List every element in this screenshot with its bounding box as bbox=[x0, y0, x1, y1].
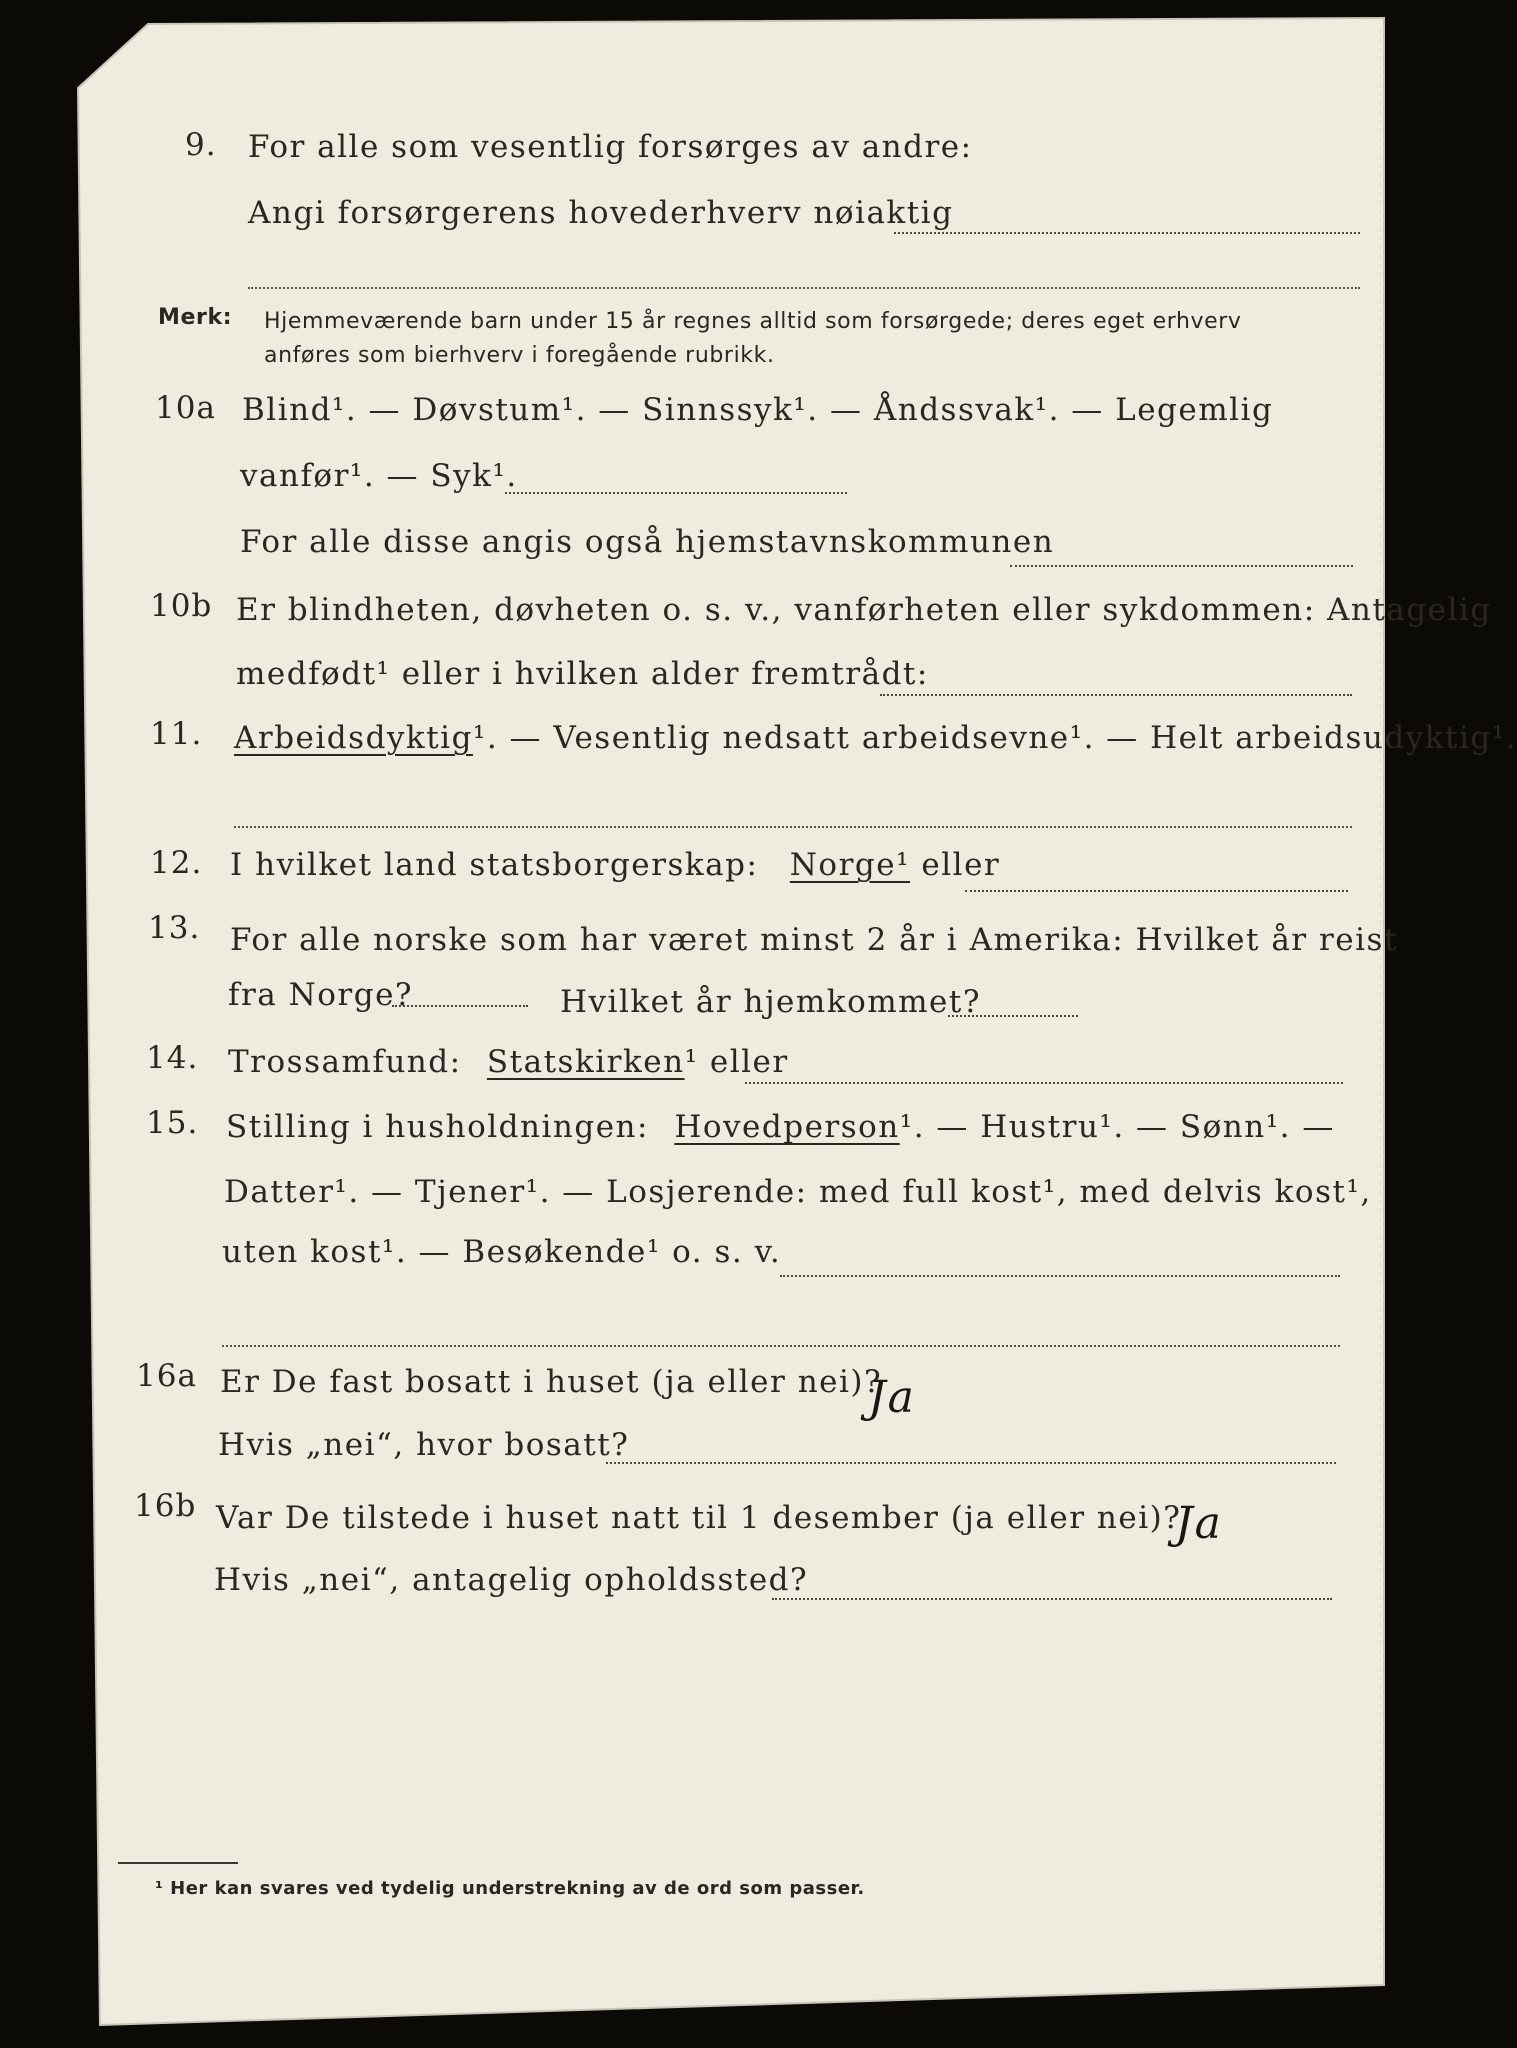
q9-answer-line-2[interactable] bbox=[248, 287, 1360, 289]
q11-number: 11. bbox=[150, 716, 203, 752]
q14-pre: Trossamfund: bbox=[228, 1044, 462, 1080]
q13-reist-line[interactable] bbox=[392, 1005, 528, 1007]
q10a-number: 10a bbox=[155, 390, 216, 426]
q9-number: 9. bbox=[185, 127, 217, 163]
q9-line1: For alle som vesentlig forsørges av andre: bbox=[248, 129, 973, 165]
q16b-opholdssted-line[interactable] bbox=[772, 1598, 1332, 1600]
q11-rest: ¹. — Vesentlig nedsatt arbeidsevne¹. — Helt arbeidsudyktig¹. bbox=[472, 720, 1517, 756]
merk-label: Merk: bbox=[158, 305, 233, 330]
q15-answer-line-2[interactable] bbox=[222, 1345, 1340, 1347]
merk-line1: Hjemmeværende barn under 15 år regnes alltid som forsørgede; deres eget erhverv bbox=[264, 309, 1242, 334]
merk-line2: anføres som bierhverv i foregående rubrikk. bbox=[264, 343, 775, 368]
q10b-line2: medfødt¹ eller i hvilken alder fremtrådt: bbox=[236, 656, 929, 692]
q10a-kommune-line[interactable] bbox=[1010, 565, 1353, 567]
q12-line bbox=[230, 845, 1000, 885]
q13-hjemkommet-line[interactable] bbox=[948, 1015, 1078, 1017]
q15-answer-line[interactable] bbox=[780, 1275, 1340, 1277]
q14-line bbox=[228, 1042, 789, 1082]
q16a-bosatt-line[interactable] bbox=[606, 1462, 1336, 1464]
q10b-line1: Er blindheten, døvheten o. s. v., vanførheten eller sykdommen: Antagelig bbox=[236, 592, 1492, 628]
q16b-number: 16b bbox=[134, 1488, 197, 1524]
q10b-answer-line[interactable] bbox=[880, 694, 1352, 696]
footnote: ¹ Her kan svares ved tydelig understrekning av de ord som passer. bbox=[155, 1878, 865, 1899]
q9-line2: Angi forsørgerens hovederhverv nøiaktig bbox=[248, 195, 954, 231]
q15-line1-post: ¹. — Hustru¹. — Sønn¹. — bbox=[899, 1109, 1335, 1145]
q14-answer-line[interactable] bbox=[745, 1082, 1343, 1084]
q11-option-arbeidsdyktig-underlined[interactable]: Arbeidsdyktig bbox=[234, 720, 473, 756]
q15-number: 15. bbox=[146, 1105, 199, 1141]
q13-line2b: Hvilket år hjemkommet? bbox=[560, 984, 981, 1020]
q10a-line2: vanfør¹. — Syk¹. bbox=[240, 458, 518, 494]
q12-post: eller bbox=[921, 847, 1001, 883]
q15-line3: uten kost¹. — Besøkende¹ o. s. v. bbox=[222, 1234, 782, 1270]
q14-number: 14. bbox=[146, 1040, 199, 1076]
q12-pre: I hvilket land statsborgerskap: bbox=[230, 847, 759, 883]
q12-answer-line[interactable] bbox=[965, 890, 1348, 892]
q16b-line1: Var De tilstede i huset natt til 1 desember (ja eller nei)? bbox=[216, 1500, 1182, 1536]
q10a-answer-line[interactable] bbox=[505, 492, 847, 494]
q15-line1-pre: Stilling i husholdningen: bbox=[226, 1109, 649, 1145]
q16a-handwritten-answer: Ja bbox=[868, 1372, 916, 1423]
q10a-line3: For alle disse angis også hjemstavnskommunen bbox=[240, 524, 1055, 560]
q16b-handwritten-answer: Ja bbox=[1175, 1498, 1223, 1549]
q15-option-hovedperson-underlined[interactable]: Hovedperson bbox=[674, 1109, 900, 1145]
q14-post: ¹ eller bbox=[684, 1044, 789, 1080]
q12-option-norge-underlined[interactable]: Norge¹ bbox=[789, 847, 911, 883]
q10a-line1: Blind¹. — Døvstum¹. — Sinnssyk¹. — Åndssvak¹. — Legemlig bbox=[242, 392, 1274, 428]
q16a-line1: Er De fast bosatt i huset (ja eller nei)? bbox=[220, 1364, 883, 1400]
q13-line1: For alle norske som har været minst 2 år i Amerika: Hvilket år reist bbox=[230, 922, 1398, 958]
q14-option-statskirken-underlined[interactable]: Statskirken bbox=[486, 1044, 685, 1080]
q10b-number: 10b bbox=[150, 588, 213, 624]
q13-line2a: fra Norge? bbox=[228, 977, 414, 1013]
q16a-number: 16a bbox=[136, 1358, 197, 1394]
q9-answer-line[interactable] bbox=[894, 232, 1360, 234]
footnote-divider bbox=[118, 1862, 238, 1864]
q12-number: 12. bbox=[150, 845, 203, 881]
q16b-line2: Hvis „nei“, antagelig opholdssted? bbox=[214, 1562, 809, 1598]
q15-line1 bbox=[226, 1107, 1335, 1147]
q11-answer-line[interactable] bbox=[234, 826, 1352, 828]
q16a-line2: Hvis „nei“, hvor bosatt? bbox=[218, 1427, 630, 1463]
q13-number: 13. bbox=[148, 910, 201, 946]
q15-line2: Datter¹. — Tjener¹. — Losjerende: med full kost¹, med delvis kost¹, bbox=[224, 1174, 1372, 1210]
q11-line bbox=[234, 718, 1517, 758]
